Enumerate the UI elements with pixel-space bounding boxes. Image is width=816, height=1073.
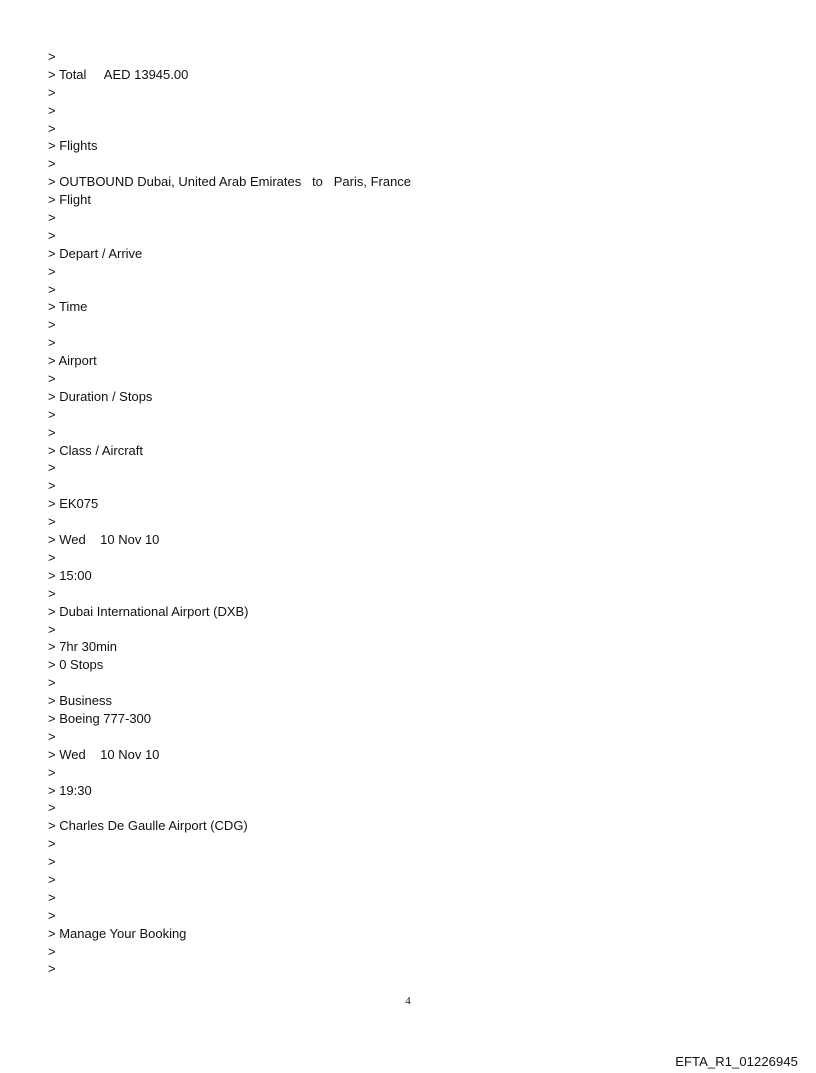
quoted-line: > — [48, 764, 56, 780]
quoted-line: > — [48, 317, 56, 333]
quoted-line: > — [48, 406, 56, 422]
flight-number-line: > EK075 — [48, 496, 99, 512]
manage-booking-line: > Manage Your Booking — [48, 925, 187, 941]
quoted-line: > — [48, 961, 56, 977]
quoted-line: > — [48, 871, 56, 887]
quoted-line: > — [48, 210, 56, 226]
depart-time-line: > 15:00 — [48, 567, 92, 583]
quoted-line: > — [48, 800, 56, 816]
quoted-email-body — [48, 48, 748, 978]
quoted-line: > — [48, 281, 56, 297]
quoted-line: > — [48, 478, 56, 494]
quoted-line: > — [48, 49, 56, 64]
quoted-line: > — [48, 907, 56, 923]
quoted-line: > — [48, 585, 56, 601]
quoted-line: > — [48, 549, 56, 565]
outbound-route-line: > OUTBOUND Dubai, United Arab Emirates to Paris, France — [48, 174, 412, 190]
quoted-line: > — [48, 460, 56, 476]
quoted-line: > — [48, 728, 56, 744]
quoted-line: > — [48, 889, 56, 905]
quoted-line: > — [48, 514, 56, 530]
document-id: EFTA_R1_01226945 — [675, 1054, 798, 1069]
quoted-line: > — [48, 263, 56, 279]
aircraft-line: > Boeing 777-300 — [48, 710, 152, 726]
quoted-line: > — [48, 943, 56, 959]
depart-date-line: > Wed 10 Nov 10 — [48, 532, 160, 548]
quoted-line: > — [48, 621, 56, 637]
depart-arrive-header-line: > Depart / Arrive — [48, 245, 143, 261]
quoted-line: > — [48, 424, 56, 440]
quoted-line: > — [48, 836, 56, 852]
quoted-line: > — [48, 854, 56, 870]
flights-heading-line: > Flights — [48, 138, 98, 154]
quoted-line: > — [48, 120, 56, 136]
quoted-line: > — [48, 675, 56, 691]
stops-line: > 0 Stops — [48, 657, 104, 673]
duration-line: > 7hr 30min — [48, 639, 118, 655]
class-line: > Business — [48, 693, 112, 709]
quoted-line: > — [48, 335, 56, 351]
quoted-line: > — [48, 102, 56, 118]
arrive-airport-line: > Charles De Gaulle Airport (CDG) — [48, 818, 248, 834]
class-aircraft-header-line: > Class / Aircraft — [48, 442, 143, 458]
airport-header-line: > Airport — [48, 353, 97, 369]
duration-stops-header-line: > Duration / Stops — [48, 388, 153, 404]
quoted-line: > — [48, 84, 56, 100]
total-line: > Total AED 13945.00 — [48, 66, 189, 82]
quoted-line: > — [48, 227, 56, 243]
page-number: 4 — [405, 995, 411, 1007]
arrive-date-line: > Wed 10 Nov 10 — [48, 746, 160, 762]
depart-airport-line: > Dubai International Airport (DXB) — [48, 603, 249, 619]
quoted-line: > — [48, 371, 56, 387]
flight-header-line: > Flight — [48, 192, 91, 208]
arrive-time-line: > 19:30 — [48, 782, 92, 798]
time-header-line: > Time — [48, 299, 88, 315]
quoted-line: > — [48, 156, 56, 172]
